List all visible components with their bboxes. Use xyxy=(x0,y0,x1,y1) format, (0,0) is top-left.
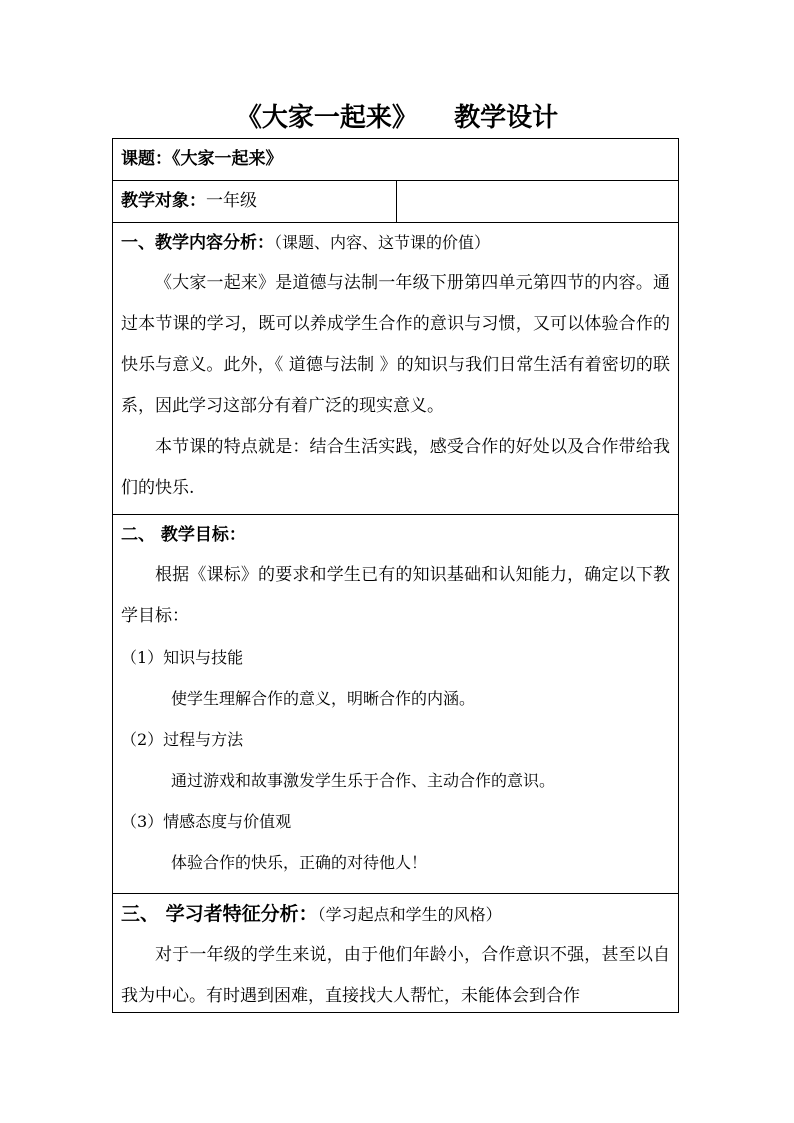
topic-row xyxy=(113,139,678,181)
audience-empty-cell xyxy=(397,181,678,222)
learner-analysis-paragraph: 对于一年级的学生来说，由于他们年龄小，合作意识不强，甚至以自我为中心。有时遇到困难，直接找大人帮忙，未能体会到合作 xyxy=(121,945,670,1006)
section1-heading-text: 一、教学内容分析： xyxy=(121,233,274,253)
goal-item-body: 使学生理解合作的意义，明晰合作的内涵。 xyxy=(171,689,476,708)
topic-label: 课题： xyxy=(121,149,172,169)
audience-label: 教学对象： xyxy=(121,191,206,211)
goal-item-body: 通过游戏和故事激发学生乐于合作、主动合作的意识。 xyxy=(171,771,556,790)
learner-analysis-heading xyxy=(121,894,670,935)
audience-cell xyxy=(113,181,397,222)
learner-analysis-section xyxy=(113,894,678,1012)
content-analysis-paragraph-2: 本节课的特点就是：结合生活实践，感受合作的好处以及合作带给我们的快乐. xyxy=(121,437,670,498)
goal-item-label: （2）过程与方法 xyxy=(121,730,244,749)
goal-item-label: （3）情感态度与价值观 xyxy=(121,812,292,831)
content-analysis-heading xyxy=(121,223,670,263)
teaching-goals-intro: 根据《课标》的要求和学生已有的知识基础和认知能力，确定以下教学目标： xyxy=(121,565,670,626)
goal-item-label: （1）知识与技能 xyxy=(121,648,244,667)
audience-row xyxy=(113,181,678,223)
section3-heading-text: 三、 学习者特征分析： xyxy=(121,903,318,925)
lesson-plan-table xyxy=(112,138,679,1013)
topic-value: 《大家一起来》 xyxy=(172,149,283,169)
section1-note: （课题、内容、这节课的价值） xyxy=(274,233,491,252)
document-title: 《大家一起来》 教学设计 xyxy=(235,103,559,133)
teaching-goals-heading: 二、 教学目标： xyxy=(121,525,246,545)
content-analysis-paragraph-1: 《大家一起来》是道德与法制一年级下册第四单元第四节的内容。通过本节课的学习，既可以养成学生合作的意识与习惯，又可以体验合作的快乐与意义。此外，《 道德与法制 》的知识与我们日常生活有着密切的联系，因此学习这部分有着广泛的现实意义。 xyxy=(121,273,670,416)
audience-value: 一年级 xyxy=(206,191,257,211)
section3-note: （学习起点和学生的风格） xyxy=(317,905,502,924)
goal-item-body: 体验合作的快乐，正确的对待他人！ xyxy=(171,853,428,872)
teaching-goals-section xyxy=(113,515,678,894)
content-analysis-section xyxy=(113,223,678,515)
